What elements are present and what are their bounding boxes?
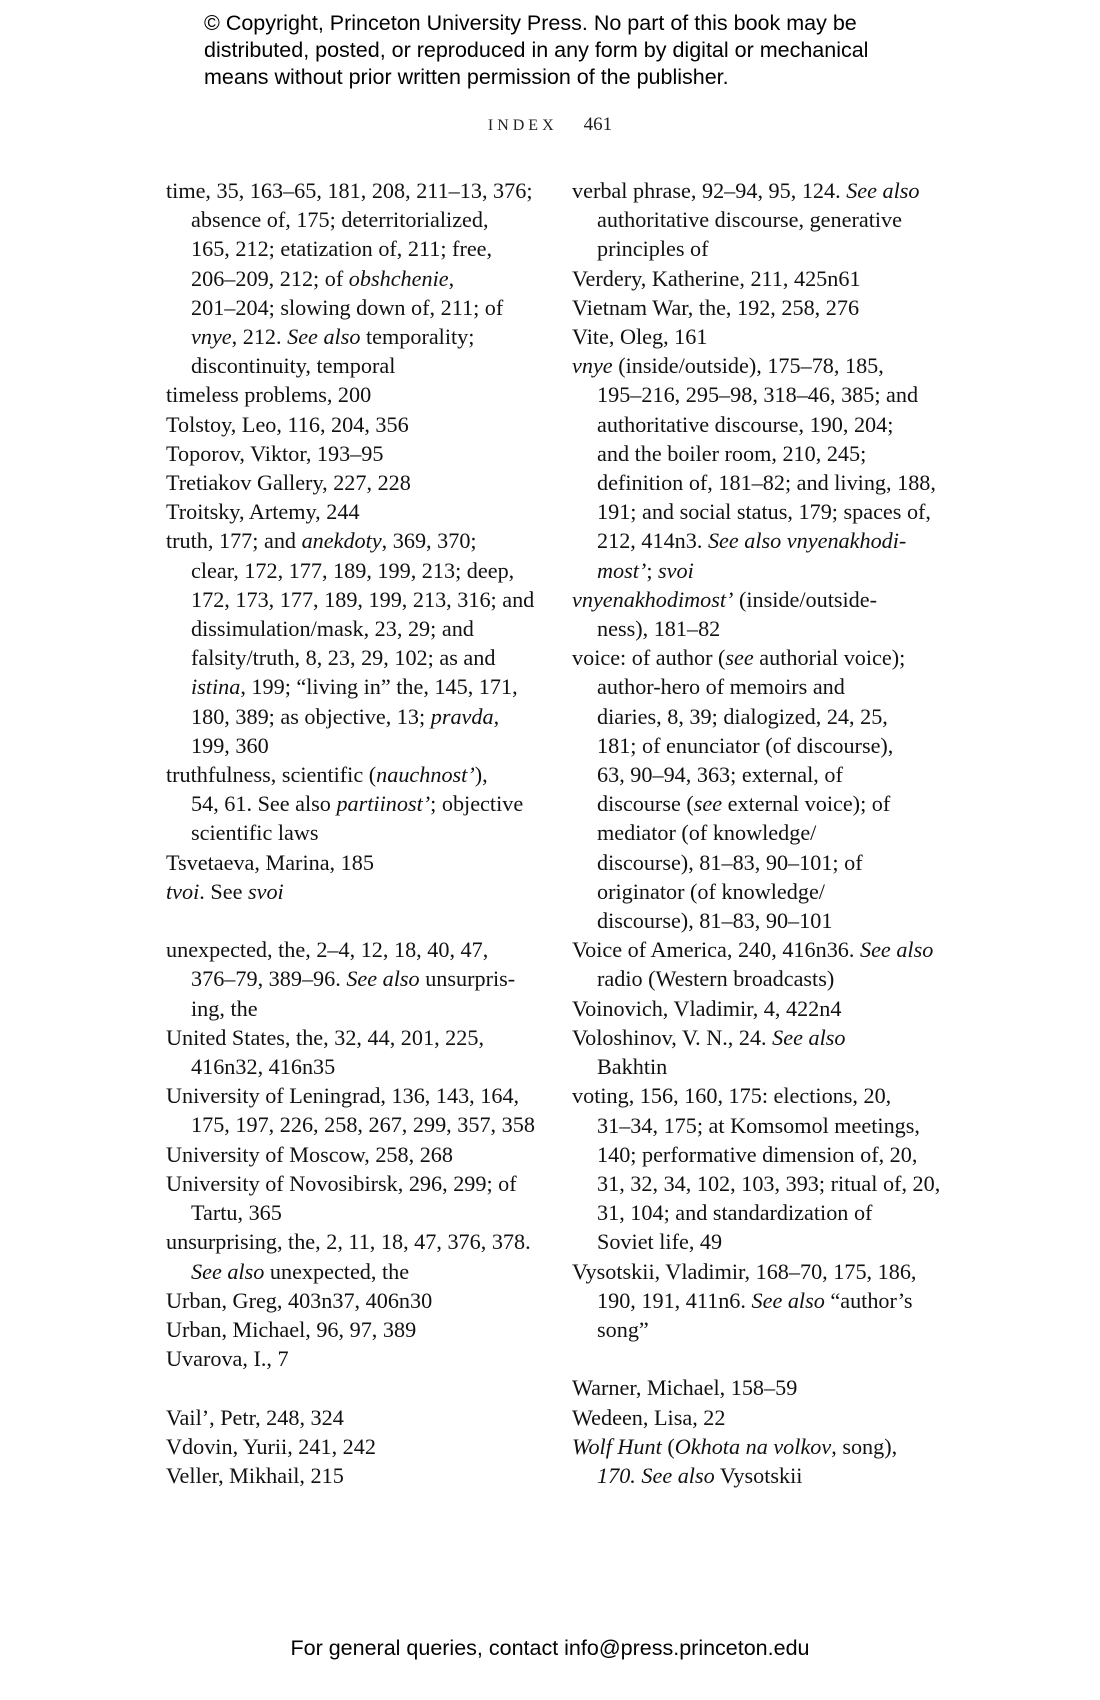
italic-text: partiinost’ <box>336 791 431 817</box>
text-run: scientific laws <box>191 820 319 846</box>
italic-text: vnye <box>191 324 232 350</box>
index-entry <box>572 1023 952 1081</box>
text-run: discourse ( <box>597 791 694 817</box>
text-run: dissimulation/mask, 23, 29; and <box>191 616 474 642</box>
text-run: Tretiakov Gallery, 227, 228 <box>166 470 411 496</box>
entry-continuation-line <box>572 1461 952 1490</box>
page-number: 461 <box>583 114 613 135</box>
text-run: verbal phrase, 92–94, 95, 124. <box>572 178 847 203</box>
footer-contact: For general queries, contact info@press.princeton.edu <box>290 1636 810 1660</box>
text-run: 376–79, 389–96. <box>191 966 347 992</box>
entry-continuation-line <box>166 556 536 585</box>
text-run: mediator (of knowledge/ <box>597 820 817 846</box>
text-run: Voinovich, Vladimir, 4, 422n4 <box>572 995 842 1021</box>
entry-continuation-line <box>572 1052 952 1081</box>
entry-continuation-line <box>572 702 952 731</box>
entry-continuation-line <box>572 439 952 468</box>
text-run: timeless problems, 200 <box>166 382 372 408</box>
italic-text: See also <box>641 1462 715 1488</box>
entry-continuation-line <box>572 906 952 935</box>
entry-continuation-line <box>166 964 536 993</box>
text-run: (inside/outside- <box>733 586 878 612</box>
entry-headline <box>166 1403 536 1432</box>
index-entry <box>166 1403 536 1432</box>
text-run: absence of, 175; deterritorialized, <box>191 207 489 233</box>
index-entry <box>166 760 536 848</box>
entry-headline <box>166 468 536 497</box>
italic-text: Wolf Hunt <box>572 1433 662 1459</box>
entry-headline <box>572 176 952 205</box>
index-entry <box>572 1081 952 1256</box>
text-run: falsity/truth, 8, 23, 29, 102; as and <box>191 645 496 671</box>
text-run: truth, 177; and <box>166 528 302 554</box>
text-run: discourse), 81–83, 90–101 <box>597 908 833 934</box>
text-run: 140; performative dimension of, 20, <box>597 1141 918 1167</box>
entry-continuation-line <box>572 1111 952 1140</box>
entry-continuation-line <box>166 234 536 263</box>
text-run: , <box>448 265 455 291</box>
index-entry <box>166 497 536 526</box>
entry-continuation-line <box>166 672 536 701</box>
index-entry <box>166 380 536 409</box>
text-run: Toporov, Viktor, 193–95 <box>166 440 384 466</box>
italic-text: Okhota na volkov <box>674 1433 832 1459</box>
entry-continuation-line <box>572 731 952 760</box>
entry-continuation-line <box>166 1257 536 1286</box>
index-entry <box>572 176 952 264</box>
index-entry <box>166 1081 536 1139</box>
index-entry <box>166 1461 536 1490</box>
index-entry <box>572 935 952 993</box>
text-run: authoritative discourse, generative <box>597 207 902 233</box>
entry-continuation-line <box>166 1110 536 1139</box>
text-run: external voice); of <box>722 791 891 817</box>
text-run: ), <box>474 762 488 788</box>
text-run: Troitsky, Artemy, 244 <box>166 499 360 525</box>
text-run: 165, 212; etatization of, 211; free, <box>191 236 493 262</box>
text-run: and the boiler room, 210, 245; <box>597 440 867 466</box>
entry-continuation-line <box>166 351 536 380</box>
text-run: 181; of enunciator (of discourse), <box>597 732 894 758</box>
index-entry <box>572 643 952 935</box>
copyright-notice <box>204 10 1004 91</box>
entry-headline <box>166 935 536 964</box>
index-entry <box>166 877 536 906</box>
index-entry <box>166 468 536 497</box>
text-run: Vite, Oleg, 161 <box>572 324 708 350</box>
text-run: 190, 191, 411n6. <box>597 1287 752 1313</box>
entry-continuation-line <box>166 994 536 1023</box>
text-run: (inside/outside), 175–78, 185, <box>612 353 884 379</box>
copyright-line: distributed, posted, or reproduced in any form by digital or mechanical <box>204 38 869 62</box>
text-run: 175, 197, 226, 258, 267, 299, 357, 358 <box>191 1112 535 1138</box>
text-run: 31, 104; and standardization of <box>597 1200 873 1226</box>
entry-continuation-line <box>166 818 536 847</box>
text-run: ( <box>661 1433 675 1459</box>
text-run: Verdery, Katherine, 211, 425n61 <box>572 265 861 291</box>
italic-text: see <box>725 645 754 671</box>
entry-continuation-line <box>166 293 536 322</box>
index-entry <box>572 585 952 643</box>
entry-headline <box>572 585 952 614</box>
text-run: Vysotskii, Vladimir, 168–70, 175, 186, <box>572 1258 917 1284</box>
section-title: INDEX <box>487 117 558 134</box>
entry-headline <box>166 176 536 205</box>
entry-headline <box>572 264 952 293</box>
text-run: time, 35, 163–65, 181, 208, 211–13, 376; <box>166 178 533 203</box>
entry-continuation-line <box>572 234 952 263</box>
entry-headline <box>572 1023 952 1052</box>
copyright-line: © Copyright, Princeton University Press. No part of this book may be <box>204 11 857 35</box>
text-run: discontinuity, temporal <box>191 353 396 379</box>
text-run: definition of, 181–82; and living, 188, <box>597 470 936 496</box>
entry-continuation-line <box>166 643 536 672</box>
italic-text: nauchnost’ <box>376 762 475 788</box>
italic-text: vnyenakhodimost’ <box>572 586 734 612</box>
entry-continuation-line <box>166 264 536 293</box>
index-entry <box>572 994 952 1023</box>
text-run: University of Novosibirsk, 296, 299; of <box>166 1170 517 1196</box>
text-run: discourse), 81–83, 90–101; of <box>597 849 863 875</box>
text-run: Vysotskii <box>714 1462 803 1488</box>
entry-continuation-line <box>572 410 952 439</box>
index-entry <box>166 1169 536 1227</box>
text-run: truthfulness, scientific ( <box>166 762 377 788</box>
entry-headline <box>166 1023 536 1052</box>
index-entry <box>166 1140 536 1169</box>
text-run: ness), 181–82 <box>597 616 721 642</box>
italic-text: see <box>693 791 723 817</box>
text-run: 201–204; slowing down of, 211; of <box>191 294 504 320</box>
entry-headline <box>572 1432 952 1461</box>
entry-continuation-line <box>166 731 536 760</box>
text-run: Vietnam War, the, 192, 258, 276 <box>572 294 860 320</box>
entry-continuation-line <box>572 1227 952 1256</box>
index-entry <box>166 526 536 760</box>
entry-headline <box>572 1257 952 1286</box>
entry-continuation-line <box>572 964 952 993</box>
text-run: Voice of America, 240, 416n36. <box>572 937 860 963</box>
entry-continuation-line <box>572 877 952 906</box>
text-run: . See <box>199 878 248 904</box>
entry-continuation-line <box>572 760 952 789</box>
index-entry <box>166 1286 536 1315</box>
text-run: Warner, Michael, 158–59 <box>572 1375 798 1401</box>
text-run: 416n32, 416n35 <box>191 1054 336 1080</box>
entry-headline <box>166 1286 536 1315</box>
index-entry <box>572 1257 952 1345</box>
entry-continuation-line <box>572 526 952 555</box>
letter-group-gap <box>572 1344 952 1373</box>
text-run: authoritative discourse, 190, 204; <box>597 411 894 437</box>
index-entry <box>572 322 952 351</box>
entry-headline <box>572 994 952 1023</box>
entry-headline <box>572 351 952 380</box>
entry-headline <box>572 1373 952 1402</box>
entry-headline <box>166 1315 536 1344</box>
italic-text: istina <box>191 674 241 700</box>
italic-text: anekdoty <box>301 528 382 554</box>
index-entry <box>572 351 952 585</box>
text-run: , 212. <box>231 324 288 350</box>
index-entry <box>572 264 952 293</box>
entry-continuation-line <box>572 848 952 877</box>
index-entry <box>166 1023 536 1081</box>
entry-headline <box>572 643 952 672</box>
entry-continuation-line <box>572 672 952 701</box>
text-run: , 369, 370; <box>381 528 477 554</box>
text-run: Uvarova, I., 7 <box>166 1346 289 1372</box>
text-run: voting, 156, 160, 175: elections, 20, <box>572 1083 892 1109</box>
text-run: Wedeen, Lisa, 22 <box>572 1404 726 1430</box>
text-run: Veller, Mikhail, 215 <box>166 1462 344 1488</box>
text-run: 172, 173, 177, 189, 199, 213, 316; and <box>191 586 535 612</box>
text-run: 206–209, 212; of <box>191 265 349 291</box>
entry-continuation-line <box>572 789 952 818</box>
text-run: voice: of author ( <box>572 645 726 671</box>
text-run: Soviet life, 49 <box>597 1229 723 1255</box>
entry-headline <box>166 1140 536 1169</box>
italic-text: obshchenie <box>348 265 449 291</box>
entry-headline <box>166 1169 536 1198</box>
entry-continuation-line <box>572 497 952 526</box>
text-run: , <box>493 703 500 729</box>
text-run: 31, 32, 34, 102, 103, 393; ritual of, 20, <box>597 1170 941 1196</box>
text-run: diaries, 8, 39; dialogized, 24, 25, <box>597 703 888 729</box>
entry-headline <box>572 293 952 322</box>
entry-headline <box>166 848 536 877</box>
text-run: unexpected, the, 2–4, 12, 18, 40, 47, <box>166 937 489 963</box>
text-run: Tartu, 365 <box>191 1200 282 1226</box>
index-entry <box>166 1315 536 1344</box>
entry-continuation-line <box>572 556 952 585</box>
text-run: ; <box>646 557 659 583</box>
text-run: Bakhtin <box>597 1054 668 1080</box>
entry-headline <box>166 1461 536 1490</box>
entry-continuation-line <box>166 322 536 351</box>
italic-text: pravda <box>430 703 494 729</box>
entry-headline <box>166 497 536 526</box>
entry-headline <box>166 380 536 409</box>
letter-group-gap <box>166 1373 536 1402</box>
index-column-right <box>572 176 952 1490</box>
index-entry <box>166 1227 536 1285</box>
index-column-left <box>166 176 536 1490</box>
entry-headline <box>572 935 952 964</box>
letter-group-gap <box>166 906 536 935</box>
entry-continuation-line <box>572 205 952 234</box>
entry-continuation-line <box>166 1052 536 1081</box>
text-run: 180, 389; as objective, 13; <box>191 703 431 729</box>
index-entry <box>166 848 536 877</box>
text-run: radio (Western broadcasts) <box>597 966 835 992</box>
text-run: unexpected, the <box>264 1258 410 1284</box>
italic-text: See also vnyenakhodi- <box>707 528 907 554</box>
entry-continuation-line <box>572 1140 952 1169</box>
italic-text: 170. <box>597 1462 642 1488</box>
text-run: , song), <box>831 1433 898 1459</box>
index-entry <box>572 1432 952 1490</box>
text-run: Tsvetaeva, Marina, 185 <box>166 849 374 875</box>
entry-headline <box>166 760 536 789</box>
entry-continuation-line <box>572 468 952 497</box>
italic-text: svoi <box>247 878 284 904</box>
entry-headline <box>166 1344 536 1373</box>
running-head <box>0 114 1100 136</box>
entry-continuation-line <box>166 1198 536 1227</box>
italic-text: See also <box>287 324 361 350</box>
text-run: Vdovin, Yurii, 241, 242 <box>166 1433 376 1459</box>
entry-continuation-line <box>572 1315 952 1344</box>
italic-text: See also <box>846 178 920 203</box>
entry-headline <box>166 410 536 439</box>
text-run: temporality; <box>360 324 475 350</box>
italic-text: tvoi <box>166 878 200 904</box>
text-run: author-hero of memoirs and <box>597 674 845 700</box>
italic-text: See also <box>772 1024 846 1050</box>
italic-text: vnye <box>572 353 613 379</box>
entry-continuation-line <box>572 1169 952 1198</box>
italic-text: most’ <box>597 557 647 583</box>
index-entry <box>166 1344 536 1373</box>
text-run: University of Moscow, 258, 268 <box>166 1141 453 1167</box>
index-entry <box>166 410 536 439</box>
index-entry <box>166 176 536 380</box>
entry-headline <box>572 1081 952 1110</box>
index-entry <box>166 1432 536 1461</box>
italic-text: See also <box>346 966 420 992</box>
text-run: University of Leningrad, 136, 143, 164, <box>166 1083 520 1109</box>
entry-headline <box>166 439 536 468</box>
index-entry <box>166 935 536 1023</box>
entry-continuation-line <box>572 614 952 643</box>
entry-continuation-line <box>166 205 536 234</box>
entry-headline <box>166 1227 536 1256</box>
text-run: , 199; “living in” the, 145, 171, <box>240 674 518 700</box>
text-run: song” <box>597 1316 649 1342</box>
entry-continuation-line <box>166 789 536 818</box>
entry-headline <box>166 877 536 906</box>
text-run: Tolstoy, Leo, 116, 204, 356 <box>166 411 409 437</box>
entry-continuation-line <box>572 380 952 409</box>
text-run: Urban, Michael, 96, 97, 389 <box>166 1316 417 1342</box>
italic-text: See also <box>859 937 934 963</box>
italic-text: See also <box>751 1287 825 1313</box>
text-run: 195–216, 295–98, 318–46, 385; and <box>597 382 919 408</box>
entry-continuation-line <box>572 1198 952 1227</box>
text-run: authorial voice); <box>753 645 906 671</box>
text-run: “author’s <box>824 1287 913 1313</box>
text-run: 54, 61. See also <box>191 791 337 817</box>
text-run: 63, 90–94, 363; external, of <box>597 762 843 788</box>
text-run: Vail’, Petr, 248, 324 <box>166 1404 344 1430</box>
text-run: 191; and social status, 179; spaces of, <box>597 499 931 525</box>
index-entry <box>572 1403 952 1432</box>
entry-continuation-line <box>166 614 536 643</box>
entry-continuation-line <box>166 702 536 731</box>
text-run: 199, 360 <box>191 732 269 758</box>
entry-headline <box>166 526 536 555</box>
text-run: originator (of knowledge/ <box>597 878 825 904</box>
text-run: United States, the, 32, 44, 201, 225, <box>166 1024 484 1050</box>
text-run: 212, 414n3. <box>597 528 708 554</box>
index-entry <box>572 293 952 322</box>
text-run: ing, the <box>191 995 258 1021</box>
text-run: clear, 172, 177, 189, 199, 213; deep, <box>191 557 515 583</box>
text-run: ; objective <box>430 791 524 817</box>
text-run: 31–34, 175; at Komsomol meetings, <box>597 1112 920 1138</box>
italic-text: See also <box>191 1258 265 1284</box>
entry-continuation-line <box>572 1286 952 1315</box>
index-entry <box>572 1373 952 1402</box>
text-run: unsurprising, the, 2, 11, 18, 47, 376, 378. <box>166 1229 531 1255</box>
text-run: Voloshinov, V. N., 24. <box>572 1024 773 1050</box>
entry-headline <box>572 322 952 351</box>
copyright-line: means without prior written permission of the publisher. <box>204 65 729 89</box>
italic-text: svoi <box>658 557 694 583</box>
entry-headline <box>166 1081 536 1110</box>
index-entry <box>166 439 536 468</box>
text-run: principles of <box>597 236 709 262</box>
entry-headline <box>166 1432 536 1461</box>
entry-continuation-line <box>166 585 536 614</box>
entry-headline <box>572 1403 952 1432</box>
text-run: unsurpris- <box>419 966 516 992</box>
entry-continuation-line <box>572 818 952 847</box>
text-run: Urban, Greg, 403n37, 406n30 <box>166 1287 433 1313</box>
